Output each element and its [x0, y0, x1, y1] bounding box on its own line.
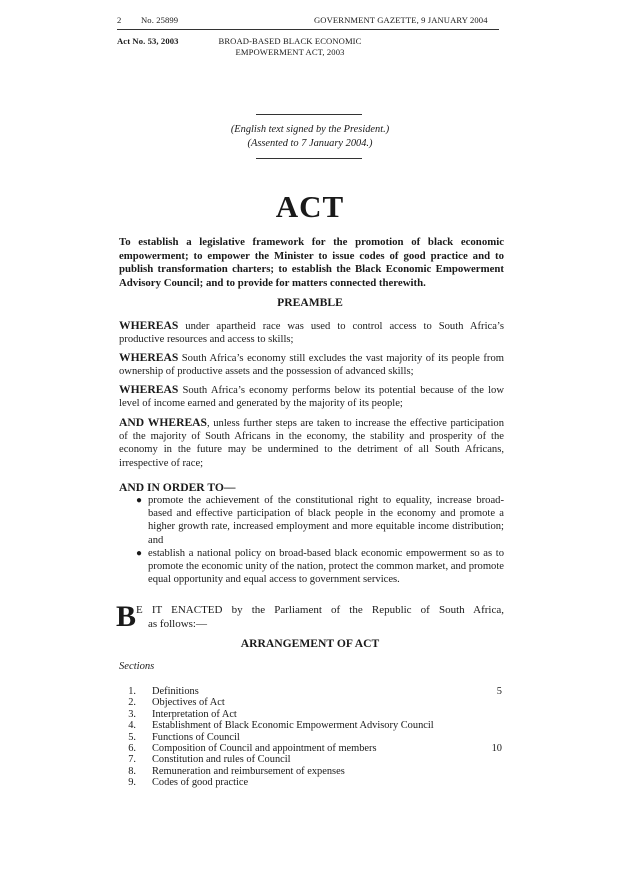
bullet-text: establish a national policy on broad-based black economic empowerment so as to promote the economic unity of the nation, protect the common market, and promote equal opportunity and equal access to government services. [148, 548, 504, 586]
clause-text: South Africa’s economy still excludes the vast majority of its people from ownership of productive assets and the possession of advanced skills; [119, 353, 504, 378]
toc-item [124, 777, 514, 788]
page-title: ACT [275, 189, 345, 224]
bullet-icon: ● [136, 495, 143, 506]
long-title-line1: To establish a legislative framework for the promotion of black economic [119, 236, 504, 248]
toc-title: Definitions [152, 686, 199, 697]
preamble-bullet-2 [136, 547, 504, 587]
clause-text: , unless further steps are taken to increase the effective participation of the majority of South Africans in the economy, the stability and prosperity of the economy in the future may be undermined to the detriment of all South Africans, irrespective of race; [119, 418, 504, 469]
assent-line2: (Assented to 7 January 2004.) [247, 137, 373, 149]
toc-title: Composition of Council and appointment of members [152, 743, 377, 754]
long-title-line2: empowerment; to empower the Minister to issue codes of good practice and to [119, 249, 504, 262]
preamble-clause-2 [119, 351, 504, 378]
toc-item [124, 686, 514, 697]
toc-title: Interpretation of Act [152, 708, 237, 720]
line-number: 5 [496, 686, 502, 697]
toc-number: 6. [128, 743, 136, 754]
bullet-text: promote the achievement of the constitutional right to equality, increase broad-based and effective participation of black people in the economy and promote a higher growth rate, increased employment and more equitable income distribution; and [148, 495, 504, 546]
long-title-line4: Advisory Council; and to provide for matters connected therewith. [119, 276, 426, 289]
assent-line1: (English text signed by the President.) [230, 124, 390, 135]
clause-lead: WHEREAS [119, 351, 179, 364]
act-short-title [210, 36, 370, 58]
toc-number: 5. [128, 731, 136, 743]
preamble-clause-1 [119, 319, 504, 346]
toc-title: Objectives of Act [152, 697, 225, 709]
gazette-title: GOVERNMENT GAZETTE, 9 JANUARY 2004 [314, 15, 488, 25]
clause-lead: WHEREAS [119, 383, 179, 396]
page-number: 2 [117, 15, 122, 25]
act-short-title-line2: EMPOWERMENT ACT, 2003 [235, 47, 345, 57]
drop-cap: B [116, 600, 137, 633]
toc-number: 9. [128, 777, 136, 789]
toc-number: 8. [128, 765, 136, 777]
clause-lead: WHEREAS [119, 319, 179, 332]
toc-title: Remuneration and reimbursement of expenses [152, 765, 345, 777]
in-order-to: AND IN ORDER TO— [119, 481, 236, 494]
toc-list [124, 686, 514, 796]
act-short-title-line1: BROAD-BASED BLACK ECONOMIC [218, 36, 362, 46]
gazette-number: No. 25899 [141, 15, 179, 25]
assent-top-rule [256, 114, 362, 115]
toc-item [124, 720, 514, 731]
act-number: Act No. 53, 2003 [117, 36, 179, 46]
header-rule [117, 29, 499, 30]
toc-number: 2. [128, 697, 136, 709]
preamble-clause-4 [119, 416, 504, 470]
toc-number: 4. [128, 720, 136, 732]
toc-item [124, 766, 514, 777]
sections-label: Sections [119, 661, 155, 672]
toc-item [124, 697, 514, 708]
bullet-icon: ● [136, 548, 143, 559]
clause-text: South Africa’s economy performs below its potential because of the low level of income earned and generated by the majority of its people; [119, 385, 504, 410]
long-title [119, 236, 504, 290]
toc-title: Establishment of Black Economic Empowerment Advisory Council [152, 720, 434, 732]
assent-bottom-rule [256, 158, 362, 159]
long-title-line3: publish transformation charters; to establish the Black Economic Empowerment [119, 263, 504, 276]
toc-number: 1. [128, 686, 136, 697]
preamble-bullet-1 [136, 494, 504, 547]
arrangement-heading: ARRANGEMENT OF ACT [240, 637, 380, 650]
line-number: 10 [491, 743, 502, 754]
toc-number: 3. [128, 708, 136, 720]
clause-lead: AND WHEREAS [119, 416, 207, 429]
toc-title: Functions of Council [152, 731, 240, 743]
toc-title: Codes of good practice [152, 777, 249, 789]
toc-item [124, 754, 514, 765]
enactment-line2: as follows:— [148, 618, 207, 630]
preamble-clause-3 [119, 383, 504, 410]
toc-title: Constitution and rules of Council [152, 754, 291, 766]
assent-block [180, 123, 440, 150]
toc-item [124, 709, 514, 720]
toc-number: 7. [128, 754, 136, 766]
toc-item [124, 732, 514, 743]
toc-item [124, 743, 514, 754]
enactment-line1: E IT ENACTED by the Parliament of the Republic of South Africa, [136, 604, 504, 616]
clause-text: under apartheid race was used to control access to South Africa’s productive resources and access to skills; [119, 321, 504, 346]
preamble-heading: PREAMBLE [277, 296, 343, 309]
